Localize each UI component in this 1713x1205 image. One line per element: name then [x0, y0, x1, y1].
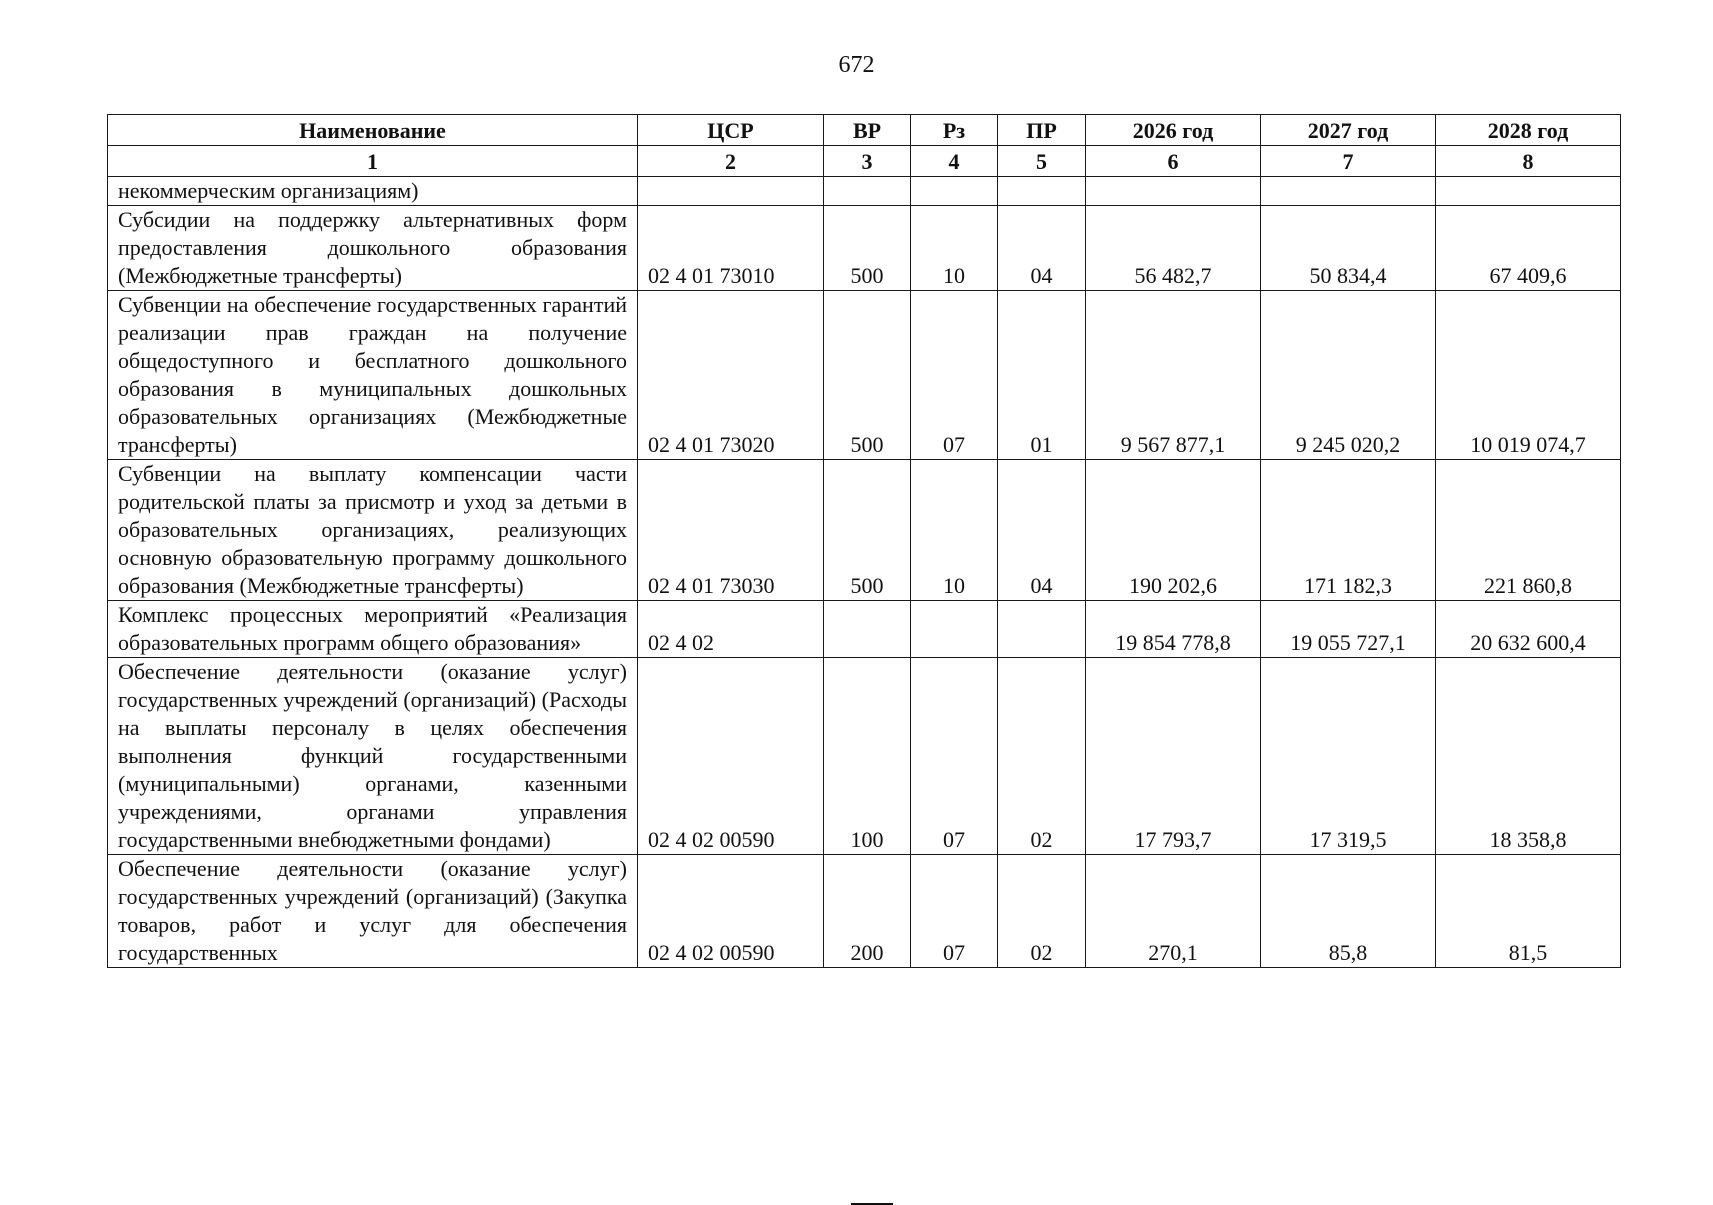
row-2028: [1436, 177, 1621, 206]
column-number: 2: [638, 146, 824, 177]
row-pr: 04: [998, 206, 1086, 291]
header-2026: 2026 год: [1086, 115, 1261, 146]
header-rz: Рз: [911, 115, 998, 146]
row-2027: 19 055 727,1: [1261, 601, 1436, 658]
row-csr: 02 4 01 73010: [638, 206, 824, 291]
row-csr: 02 4 02 00590: [638, 855, 824, 968]
column-number: 4: [911, 146, 998, 177]
row-2026: 270,1: [1086, 855, 1261, 968]
row-name: некоммерческим организациям): [108, 177, 638, 206]
table-row: [108, 460, 1621, 601]
row-rz: 10: [911, 460, 998, 601]
header-csr: ЦСР: [638, 115, 824, 146]
row-2028: 81,5: [1436, 855, 1621, 968]
row-2028: 221 860,8: [1436, 460, 1621, 601]
row-vr: 100: [824, 658, 911, 855]
table-row: [108, 855, 1621, 968]
column-number: 5: [998, 146, 1086, 177]
column-number: 8: [1436, 146, 1621, 177]
row-vr: 500: [824, 291, 911, 460]
row-2028: 67 409,6: [1436, 206, 1621, 291]
column-number: 1: [108, 146, 638, 177]
row-2027: 85,8: [1261, 855, 1436, 968]
row-vr: [824, 601, 911, 658]
row-csr: 02 4 02 00590: [638, 658, 824, 855]
header-2028: 2028 год: [1436, 115, 1621, 146]
row-2027: [1261, 177, 1436, 206]
header-row: [108, 115, 1621, 146]
row-csr: [638, 177, 824, 206]
row-name: Комплекс процессных мероприятий «Реализация образовательных программ общего образования»: [108, 601, 638, 658]
table-row: [108, 177, 1621, 206]
row-name: Обеспечение деятельности (оказание услуг) государственных учреждений (организаций) (Расходы на выплаты персоналу в целях обеспечения выполнения функций государственными (муниципальными) органами, казенными учреждениями, органами управления государственными внебюджетными фондами): [108, 658, 638, 855]
page-number: 672: [838, 52, 875, 78]
column-number: 6: [1086, 146, 1261, 177]
header-2027: 2027 год: [1261, 115, 1436, 146]
row-name: Обеспечение деятельности (оказание услуг) государственных учреждений (организаций) (Закупка товаров, работ и услуг для обеспечения государственных: [108, 855, 638, 968]
table-row: [108, 658, 1621, 855]
budget-table: [107, 114, 1621, 968]
row-2026: 56 482,7: [1086, 206, 1261, 291]
row-pr: 04: [998, 460, 1086, 601]
row-pr: [998, 177, 1086, 206]
row-2026: 190 202,6: [1086, 460, 1261, 601]
table-row: [108, 291, 1621, 460]
row-name: Субвенции на обеспечение государственных гарантий реализации прав граждан на получение общедоступного и бесплатного дошкольного образования в муниципальных дошкольных образовательных организациях (Межбюджетные трансферты): [108, 291, 638, 460]
row-pr: 01: [998, 291, 1086, 460]
header-pr: ПР: [998, 115, 1086, 146]
row-2026: 19 854 778,8: [1086, 601, 1261, 658]
row-name: Субсидии на поддержку альтернативных форм предоставления дошкольного образования (Межбюджетные трансферты): [108, 206, 638, 291]
row-rz: [911, 601, 998, 658]
row-csr: 02 4 01 73020: [638, 291, 824, 460]
row-rz: 07: [911, 658, 998, 855]
row-vr: [824, 177, 911, 206]
header-name: Наименование: [108, 115, 638, 146]
column-number-row: [108, 146, 1621, 177]
row-csr: 02 4 01 73030: [638, 460, 824, 601]
row-name: Субвенции на выплату компенсации части родительской платы за присмотр и уход за детьми в образовательных организациях, реализующих основную образовательную программу дошкольного образования (Межбюджетные трансферты): [108, 460, 638, 601]
row-rz: 07: [911, 291, 998, 460]
column-number: 3: [824, 146, 911, 177]
row-csr: 02 4 02: [638, 601, 824, 658]
row-pr: 02: [998, 855, 1086, 968]
row-2026: 17 793,7: [1086, 658, 1261, 855]
row-2026: [1086, 177, 1261, 206]
row-2028: 18 358,8: [1436, 658, 1621, 855]
row-vr: 500: [824, 460, 911, 601]
row-2027: 17 319,5: [1261, 658, 1436, 855]
table-row: [108, 206, 1621, 291]
row-2027: 50 834,4: [1261, 206, 1436, 291]
row-vr: 500: [824, 206, 911, 291]
row-2028: 10 019 074,7: [1436, 291, 1621, 460]
header-vr: ВР: [824, 115, 911, 146]
row-2028: 20 632 600,4: [1436, 601, 1621, 658]
row-rz: 10: [911, 206, 998, 291]
row-rz: 07: [911, 855, 998, 968]
row-vr: 200: [824, 855, 911, 968]
row-pr: [998, 601, 1086, 658]
row-2027: 171 182,3: [1261, 460, 1436, 601]
row-pr: 02: [998, 658, 1086, 855]
row-rz: [911, 177, 998, 206]
column-number: 7: [1261, 146, 1436, 177]
table-row: [108, 601, 1621, 658]
row-2026: 9 567 877,1: [1086, 291, 1261, 460]
row-2027: 9 245 020,2: [1261, 291, 1436, 460]
